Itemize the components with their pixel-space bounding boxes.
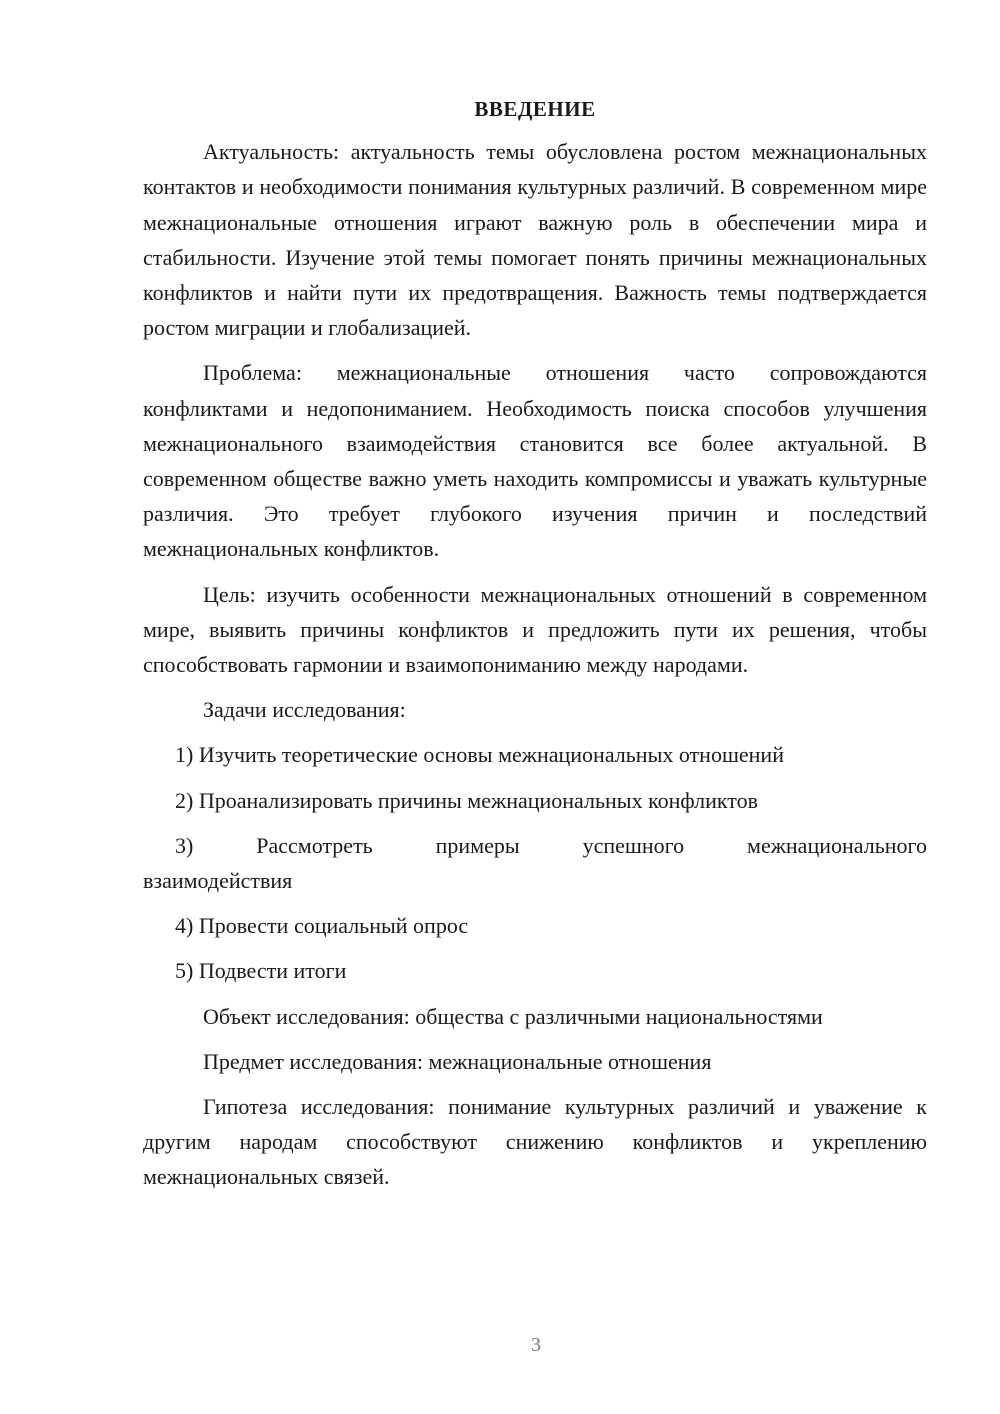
task-item-2: 2) Проанализировать причины межнациональных конфликтов	[175, 787, 758, 813]
page-title: ВВЕДЕНИЕ	[474, 97, 596, 121]
relevance-paragraph: Актуальность: актуальность темы обусловлена ростом межнациональных контактов и необходимости понимания культурных различий. В современном мире межнациональные отношения играют важную роль в обеспечении мира и стабильности. Изучение этой темы помогает понять причины межнациональных конфликтов и найти пути их предотвращения. Важность темы подтверждается ростом миграции и глобализацией.	[143, 139, 927, 341]
goal-paragraph: Цель: изучить особенности межнациональных отношений в современном мире, выявить причины конфликтов и предложить пути их решения, чтобы способствовать гармонии и взаимопониманию между народами.	[143, 581, 927, 678]
task-item-5: 5) Подвести итоги	[175, 958, 347, 984]
subject-line: Предмет исследования: межнациональные отношения	[203, 1048, 712, 1074]
tasks-title: Задачи исследования:	[203, 697, 406, 723]
hypothesis-paragraph: Гипотеза исследования: понимание культурных различий и уважение к другим народам способствуют снижению конфликтов и укреплению межнациональных связей.	[143, 1094, 927, 1190]
document-body	[143, 92, 927, 1205]
task-item-3	[143, 828, 927, 898]
task-item-1: 1) Изучить теоретические основы межнациональных отношений	[175, 742, 784, 768]
task-item-3-line-1: 3) Рассмотреть примеры успешного межнационального	[175, 832, 927, 858]
task-item-3-line-2: взаимодействия	[143, 868, 293, 894]
problem-paragraph: Проблема: межнациональные отношения часто сопровождаются конфликтами и недопониманием. Необходимость поиска способов улучшения межнационального взаимодействия становится все более актуальной. В современном обществе важно уметь находить компромиссы и уважать культурные различия. Это требует глубокого изучения причин и последствий межнациональных конфликтов.	[143, 360, 927, 562]
task-item-4: 4) Провести социальный опрос	[175, 913, 469, 939]
page-number: 3	[531, 1334, 541, 1356]
object-line: Объект исследования: общества с различными национальностями	[203, 1003, 823, 1029]
